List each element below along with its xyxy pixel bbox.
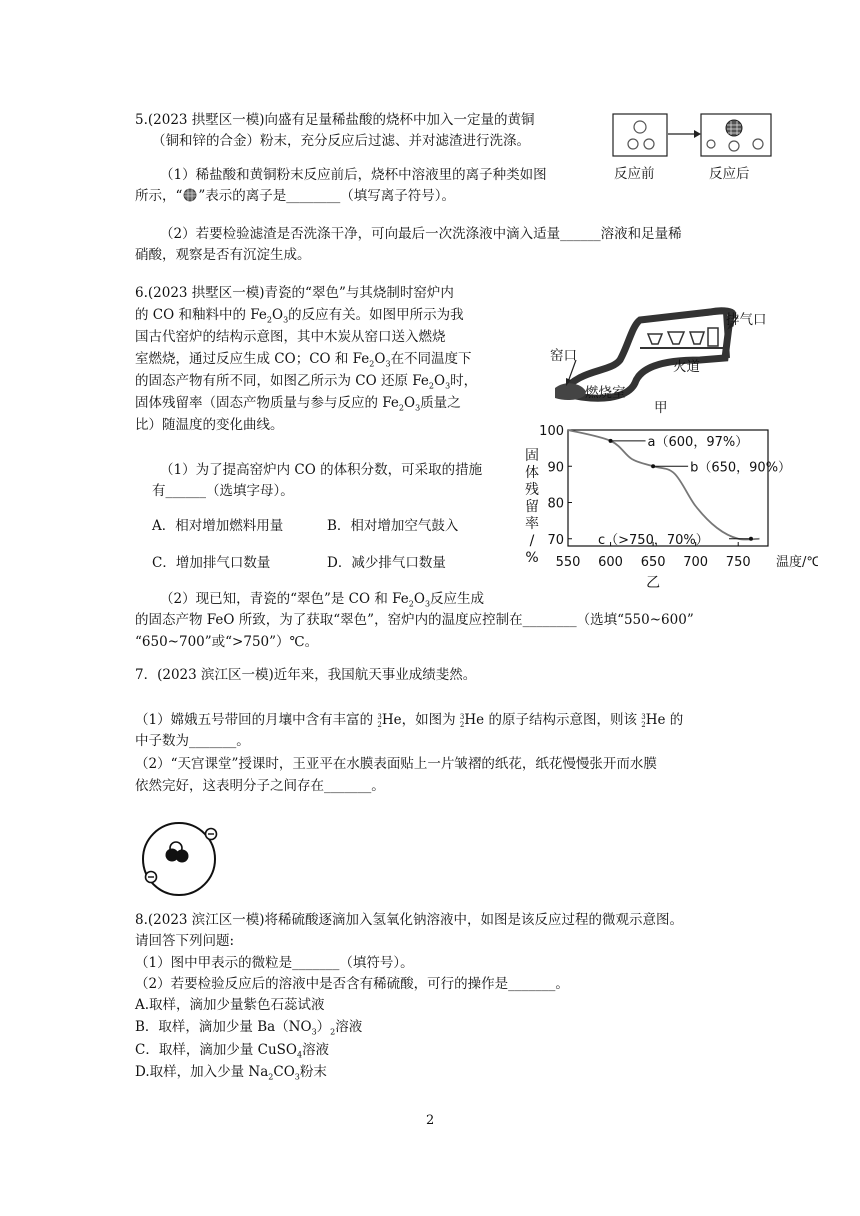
q6-l4-pre: 室燃烧，通过反应生成 CO；CO 和 Fe	[135, 351, 370, 367]
kiln-diagram	[540, 298, 810, 418]
q6-l5-pre: 的固态产物有所不同，如图乙所示为 CO 还原 Fe	[135, 373, 429, 389]
y-axis-label-char-6: %	[525, 550, 539, 566]
q8-stem-line1: 8.(2023 滨江区一模)将稀硫酸逐滴加入氢氧化钠溶液中，如图是该反应过程的微观示意图。	[135, 912, 684, 928]
q5-part1-text-b: ”表示的离子是________（填写离子符号）。	[198, 188, 456, 204]
kiln-mouth-label: 窑口	[550, 348, 577, 364]
q8-stem-line2: 请回答下列问题:	[135, 933, 235, 949]
x-tick-label-3: 700	[683, 555, 709, 570]
kiln-figure-caption: 甲	[654, 400, 668, 416]
x-axis-label: 温度/℃	[776, 555, 818, 570]
hatched-ion-icon	[182, 188, 198, 202]
q6-l6-sub3: 3	[415, 403, 421, 413]
q7-p1-text-c: He 的原子结构示意图，则该	[464, 712, 642, 728]
q6-stem-line5: 的固态产物有所不同，如图乙所示为 CO 还原 $Fe_2O_3$时，	[135, 373, 478, 391]
q6-l2-post: 的反应有关。如图甲所示为我	[288, 307, 464, 323]
q8-optc-pre: C．取样，滴加少量 CuSO	[135, 1042, 297, 1058]
q6-p2-sub3: 3	[424, 599, 431, 609]
q6-l6-sub2: 2	[398, 403, 405, 413]
he3-z-1: 2	[377, 721, 382, 729]
q8-optb-sub2: 2	[330, 1027, 336, 1037]
q6-stem-line7: 比）随温度的变化曲线。	[135, 417, 284, 433]
q8-optc-post: 溶液	[302, 1042, 330, 1058]
q7-p1-text-d: He 的	[645, 712, 684, 728]
q6-l2-sub2: 2	[266, 315, 272, 325]
helium3-atom-diagram	[138, 818, 220, 900]
kiln-chamber-label: 燃烧室	[585, 385, 626, 401]
q8-optd-pre: D.取样，加入少量 Na	[135, 1064, 269, 1080]
q6-part1-line1: （1）为了提高窑炉内 CO 的体积分数，可采取的措施	[160, 462, 483, 478]
q8-optb-sub3: 3	[311, 1027, 317, 1037]
page-number: 2	[426, 1113, 435, 1128]
q5-stem-line2: （铜和锌的合金）粉末，充分反应后过滤、并对滤渣进行洗涤。	[152, 133, 530, 149]
q6-l6-pre: 固体残留率（固态产物质量与参与反应的 Fe	[135, 395, 399, 411]
q8-optb-post: 溶液	[335, 1019, 363, 1035]
q6-l5-sub2: 2	[428, 381, 434, 391]
q5-part2-line2: 硝酸，观察是否有沉淀生成。	[135, 247, 311, 263]
x-tick-label-1: 600	[598, 555, 623, 570]
chart-caption: 乙	[646, 575, 661, 591]
q6-part2-line2: 的固态产物 FeO 所致，为了获取“翠色”，窑炉内的温度应控制在________（选填“550~600”	[135, 612, 694, 628]
y-axis-label-char-3: 留	[525, 499, 539, 515]
annotation-label-2: c（>750，70%）	[598, 532, 709, 548]
he3-mass-3: 3	[641, 713, 646, 721]
q8-option-b: B．取样，滴加少量 $Ba(NO_3)_2$溶液	[135, 1019, 363, 1037]
q8-optd-mid: CO	[273, 1064, 295, 1080]
q7-p1-text-a: （1）嫦娥五号带回的月壤中含有丰富的	[135, 712, 378, 728]
y-axis-label-char-1: 体	[525, 465, 539, 481]
residue-rate-chart	[518, 420, 818, 595]
q6-p2-sub2: 2	[408, 599, 414, 609]
q6-l2-pre: 的 CO 和釉料中的 Fe	[135, 307, 267, 323]
q6-l5-post: 时，	[450, 373, 478, 389]
q5-label-after: 反应后	[709, 166, 750, 182]
q8-optd-sub2: 2	[268, 1072, 274, 1082]
he3-mass-1: 3	[377, 713, 382, 721]
q5-part1-line1: （1）稀盐酸和黄铜粉末反应前后，烧杯中溶液里的离子种类如图	[160, 167, 547, 183]
q6-part1-line2: 有______（选填字母）。	[152, 483, 294, 499]
q6-p2-post: 反应生成	[430, 591, 485, 607]
q6-option-a: A．相对增加燃料用量	[152, 518, 284, 534]
q8-optd-post: 粉末	[299, 1064, 327, 1080]
q6-stem-line6: 固体残留率（固态产物质量与参与反应的 $Fe_2O_3$质量之	[135, 395, 461, 413]
y-axis-label-char-5: /	[529, 533, 535, 549]
q6-l2-sub3: 3	[283, 315, 289, 325]
residue-chart-svg	[518, 420, 818, 595]
x-tick-label-2: 650	[640, 555, 666, 570]
q8-optd-sub3: 3	[294, 1072, 300, 1082]
q5-label-before: 反应前	[614, 166, 655, 182]
q8-option-a: A.取样，滴加少量紫色石蕊试液	[135, 997, 325, 1013]
q6-option-b: B．相对增加空气鼓入	[327, 518, 459, 534]
kiln-flue-label: 火道	[673, 359, 700, 375]
x-tick-label-4: 750	[725, 555, 751, 570]
q6-option-d: D．减少排气口数量	[327, 555, 446, 571]
q6-l5-sub3: 3	[445, 381, 451, 391]
q5-ion-figure	[612, 112, 790, 182]
kiln-exhaust-label: 排气口	[726, 312, 767, 328]
q8-option-d	[135, 1062, 327, 1088]
q7-stem: 7．(2023 滨江区一模)近年来，我国航天事业成绩斐然。	[135, 667, 477, 683]
q7-p1-text-b: He，如图为	[381, 712, 460, 728]
q7-part2-line1: （2）“天宫课堂”授课时，王亚平在水膜表面贴上一片皱褶的纸花，纸花慢慢张开而水膜	[135, 756, 657, 772]
q6-l4-sub3: 3	[385, 359, 391, 369]
q8-optb-pre: B．取样，滴加少量 Ba（NO	[135, 1019, 312, 1035]
q5-part1-line2	[135, 186, 455, 206]
q6-l4-sub2: 2	[369, 359, 375, 369]
y-tick-label-2: 80	[547, 496, 564, 512]
q6-stem-line1: 6.(2023 拱墅区一模)青瓷的“翠色”与其烧制时窑炉内	[135, 285, 454, 301]
q6-part2-line1: （2）现已知，青瓷的“翠色”是 CO 和 $Fe_2O_3$反应生成	[160, 591, 485, 609]
q6-l6-post: 质量之	[420, 395, 461, 411]
annotation-label-1: b（650，90%）	[690, 460, 792, 476]
q6-stem-line4: 室燃烧，通过反应生成 CO；CO 和 $Fe_2O_3$在不同温度下	[135, 351, 472, 369]
q6-l4-post: 在不同温度下	[390, 351, 472, 367]
q8-part1: （1）图中甲表示的微粒是_______（填符号）。	[135, 955, 414, 971]
q6-stem-line2: 的 CO 和釉料中的 $Fe_2O_3$的反应有关。如图甲所示为我	[135, 307, 464, 325]
q6-p2-pre: （2）现已知，青瓷的“翠色”是 CO 和 Fe	[160, 591, 409, 607]
q5-stem-line1: 5.(2023 拱墅区一模)向盛有足量稀盐酸的烧杯中加入一定量的黄铜	[135, 112, 535, 128]
y-tick-label-0: 100	[539, 424, 564, 439]
y-axis-label-char-2: 残	[525, 482, 539, 498]
q6-stem-line3: 国古代窑炉的结构示意图，其中木炭从窑口送入燃烧	[135, 329, 446, 345]
q7-part1-line1	[135, 710, 683, 730]
he3-z-2: 2	[459, 721, 465, 729]
y-tick-label-1: 90	[547, 460, 564, 476]
q8-part2: （2）若要检验反应后的溶液中是否含有稀硫酸，可行的操作是_______。	[135, 976, 569, 992]
y-tick-label-3: 70	[547, 532, 564, 548]
annotation-label-0: a（600，97%）	[647, 434, 749, 450]
q5-part2-line1: （2）若要检验滤渣是否洗涤干净，可向最后一次洗涤液中滴入适量______溶液和足量稀	[160, 226, 682, 242]
q6-option-c: C．增加排气口数量	[152, 555, 271, 571]
q5-part1-text-a: 所示，“	[135, 188, 183, 204]
x-tick-label-0: 550	[555, 555, 581, 570]
he3-z-3: 2	[641, 721, 646, 729]
y-axis-label-char-0: 固	[525, 448, 539, 464]
q7-part1-line2: 中子数为_______。	[135, 733, 250, 749]
y-axis-label-char-4: 率	[525, 516, 539, 532]
he3-mass-2: 3	[459, 713, 465, 721]
q6-part2-line3: “650~700”或“>750”）℃。	[135, 634, 319, 650]
q8-optc-sub4: 4	[296, 1050, 303, 1060]
q7-part2-line2: 依然完好，这表明分子之间存在_______。	[135, 778, 385, 794]
